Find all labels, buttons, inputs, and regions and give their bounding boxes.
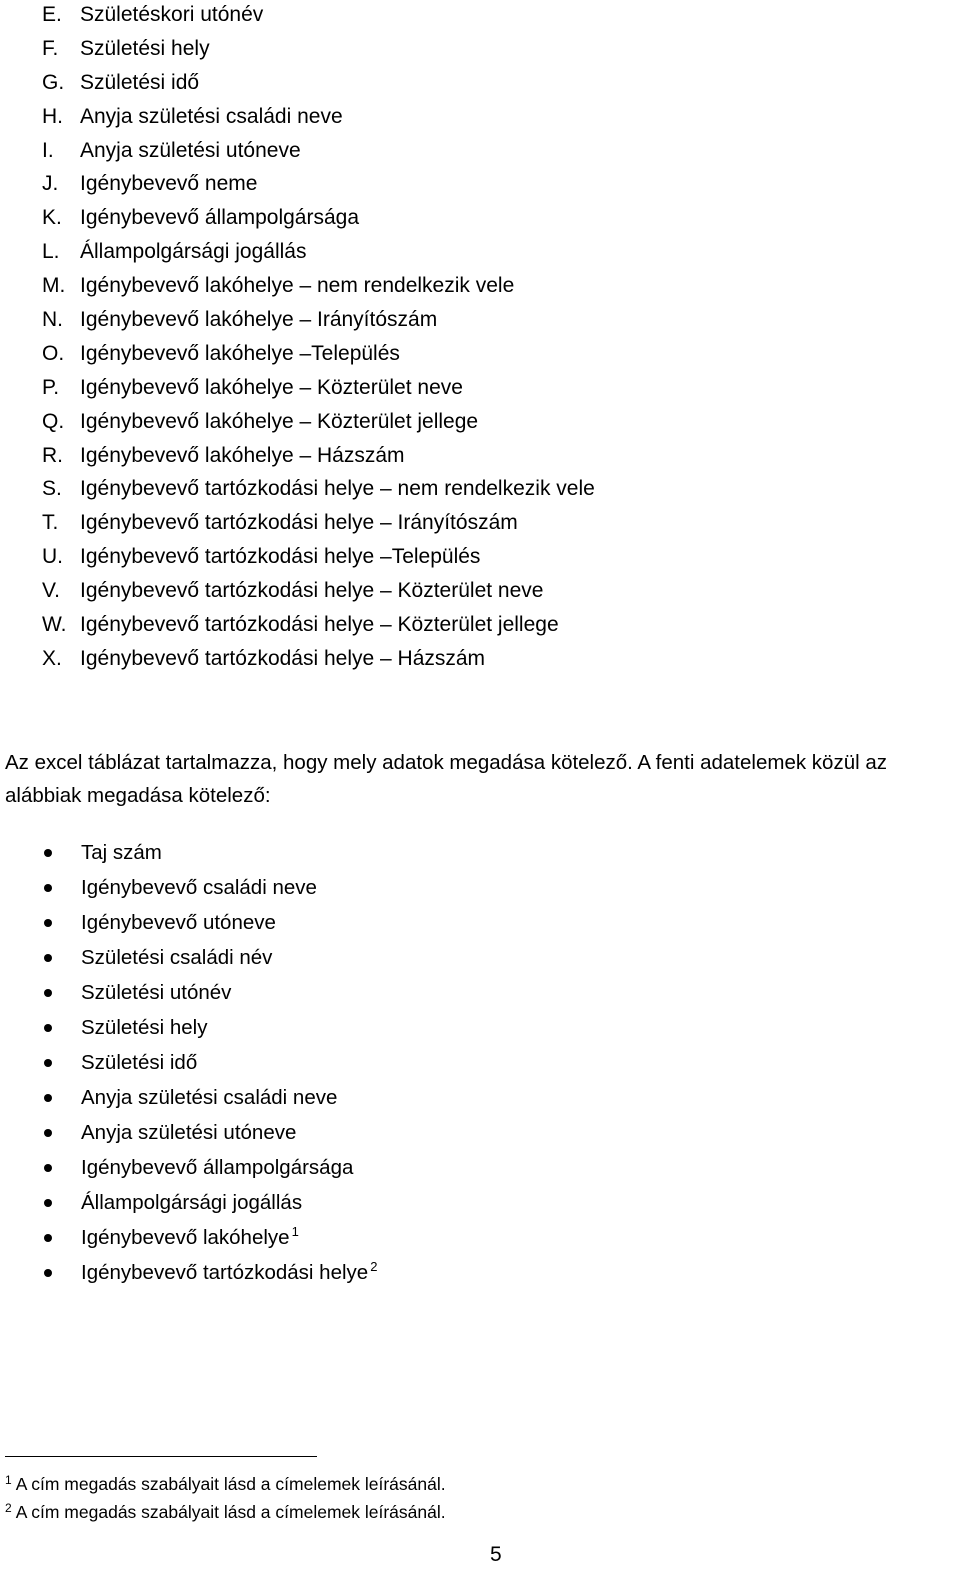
bullet-dot-icon bbox=[44, 1269, 52, 1277]
lettered-list bbox=[42, 0, 595, 676]
footnotes bbox=[5, 1470, 446, 1526]
bullet-text: Születési utónév bbox=[81, 981, 232, 1004]
list-item-text: Igénybevevő tartózkodási helye – nem rendelkezik vele bbox=[80, 477, 595, 501]
bullet-item bbox=[38, 870, 377, 905]
footnote-number: 1 bbox=[5, 1473, 12, 1487]
list-item bbox=[42, 642, 595, 676]
list-item-letter: U. bbox=[42, 545, 63, 569]
bullet-text: Anyja születési családi neve bbox=[81, 1086, 338, 1109]
bullet-dot-icon bbox=[44, 1164, 52, 1172]
list-item bbox=[42, 32, 595, 66]
list-item bbox=[42, 134, 595, 168]
page-number: 5 bbox=[490, 1543, 502, 1566]
list-item-letter: F. bbox=[42, 36, 59, 60]
bullet-item bbox=[38, 1080, 377, 1115]
list-item-text: Születéskori utónév bbox=[80, 3, 264, 26]
bullet-text: Anyja születési utóneve bbox=[81, 1121, 297, 1144]
bullet-item bbox=[38, 940, 377, 975]
list-item bbox=[42, 167, 595, 201]
list-item-letter: X. bbox=[42, 646, 62, 670]
list-item-letter: K. bbox=[42, 206, 62, 230]
bullet-item bbox=[38, 905, 377, 940]
bullet-item bbox=[38, 975, 377, 1010]
list-item-letter: W. bbox=[42, 613, 67, 637]
list-item-letter: L. bbox=[42, 240, 60, 264]
bullet-item bbox=[38, 1115, 377, 1150]
bullet-dot-icon bbox=[44, 1024, 52, 1032]
list-item bbox=[42, 303, 595, 337]
list-item-text: Születési idő bbox=[80, 70, 200, 94]
list-item-text: Igénybevevő lakóhelye – Házszám bbox=[80, 443, 405, 467]
list-item-text: Állampolgársági jogállás bbox=[80, 240, 307, 264]
bullet-text: Születési idő bbox=[81, 1051, 198, 1074]
list-item bbox=[42, 337, 595, 371]
list-item bbox=[42, 506, 595, 540]
list-item-letter: S. bbox=[42, 477, 62, 501]
bullet-text: Születési családi név bbox=[81, 946, 273, 969]
footnote-ref: 1 bbox=[291, 1224, 299, 1239]
bullet-text: Igénybevevő tartózkodási helye bbox=[81, 1261, 369, 1284]
list-item-text: Igénybevevő lakóhelye – nem rendelkezik vele bbox=[80, 274, 515, 298]
bullet-dot-icon bbox=[44, 1129, 52, 1137]
bullet-dot-icon bbox=[44, 954, 52, 962]
list-item-letter: O. bbox=[42, 341, 65, 365]
list-item-text: Igénybevevő neme bbox=[80, 172, 258, 196]
required-data-paragraph: Az excel táblázat tartalmazza, hogy mely adatok megadása kötelező. A fenti adatelemek közül az alábbiak megadása kötelező: bbox=[5, 751, 887, 807]
bullet-item bbox=[38, 1220, 377, 1255]
list-item-letter: G. bbox=[42, 70, 65, 94]
list-item-text: Igénybevevő tartózkodási helye – Irányítószám bbox=[80, 511, 518, 535]
bullet-dot-icon bbox=[44, 849, 52, 857]
list-item bbox=[42, 574, 595, 608]
bullet-item bbox=[38, 1150, 377, 1185]
bullet-item bbox=[38, 1045, 377, 1080]
list-item bbox=[42, 100, 595, 134]
list-item-letter: R. bbox=[42, 443, 63, 467]
list-item bbox=[42, 540, 595, 574]
bullet-dot-icon bbox=[44, 1199, 52, 1207]
bullet-item bbox=[38, 835, 377, 870]
bullet-text: Állampolgársági jogállás bbox=[81, 1191, 303, 1214]
footnote-separator bbox=[5, 1456, 317, 1457]
list-item-letter: E. bbox=[42, 3, 62, 26]
list-item-letter: T. bbox=[42, 511, 59, 535]
list-item bbox=[42, 201, 595, 235]
list-item-letter: J. bbox=[42, 172, 59, 196]
list-item-letter: V. bbox=[42, 579, 60, 603]
list-item-text: Igénybevevő tartózkodási helye – Házszám bbox=[80, 646, 486, 670]
list-item-text: Születési hely bbox=[80, 36, 210, 60]
required-fields-list bbox=[38, 835, 377, 1290]
bullet-dot-icon bbox=[44, 1059, 52, 1067]
bullet-text: Igénybevevő lakóhelye bbox=[81, 1226, 290, 1249]
list-item bbox=[42, 269, 595, 303]
list-item bbox=[42, 472, 595, 506]
list-item-text: Igénybevevő tartózkodási helye – Közterület jellege bbox=[80, 613, 559, 637]
bullet-dot-icon bbox=[44, 989, 52, 997]
list-item-letter: I. bbox=[42, 138, 54, 162]
bullet-text: Igénybevevő állampolgársága bbox=[81, 1156, 354, 1179]
list-item bbox=[42, 608, 595, 642]
list-item bbox=[42, 0, 595, 32]
list-item-text: Igénybevevő tartózkodási helye –Település bbox=[80, 545, 481, 569]
list-item-letter: N. bbox=[42, 308, 63, 332]
list-item-text: Igénybevevő lakóhelye –Település bbox=[80, 341, 400, 365]
list-item-text: Anyja születési utóneve bbox=[80, 138, 301, 162]
footnote bbox=[5, 1470, 446, 1498]
bullet-dot-icon bbox=[44, 884, 52, 892]
bullet-item bbox=[38, 1010, 377, 1045]
footnote-text: A cím megadás szabályait lásd a címelemek leírásánál. bbox=[15, 1502, 446, 1522]
list-item-letter: M. bbox=[42, 274, 66, 298]
list-item-text: Anyja születési családi neve bbox=[80, 104, 343, 128]
bullet-text: Igénybevevő családi neve bbox=[81, 876, 317, 899]
footnote bbox=[5, 1498, 446, 1526]
list-item-text: Igénybevevő lakóhelye – Közterület jellege bbox=[80, 409, 479, 433]
list-item-text: Igénybevevő lakóhelye – Irányítószám bbox=[80, 308, 438, 332]
list-item bbox=[42, 235, 595, 269]
list-item-letter: Q. bbox=[42, 409, 65, 433]
bullet-dot-icon bbox=[44, 919, 52, 927]
list-item-text: Igénybevevő lakóhelye – Közterület neve bbox=[80, 375, 463, 399]
bullet-text: Taj szám bbox=[81, 841, 162, 864]
bullet-item bbox=[38, 1255, 377, 1290]
bullet-text: Igénybevevő utóneve bbox=[81, 911, 276, 934]
list-item-text: Igénybevevő tartózkodási helye – Közterület neve bbox=[80, 579, 544, 603]
list-item bbox=[42, 439, 595, 473]
footnote-text: A cím megadás szabályait lásd a címelemek leírásánál. bbox=[15, 1474, 446, 1494]
list-item bbox=[42, 66, 595, 100]
footnote-ref: 2 bbox=[370, 1259, 378, 1274]
list-item bbox=[42, 371, 595, 405]
list-item-text: Igénybevevő állampolgársága bbox=[80, 206, 360, 230]
bullet-text: Születési hely bbox=[81, 1016, 208, 1039]
footnote-number: 2 bbox=[5, 1501, 12, 1515]
list-item-letter: P. bbox=[42, 375, 60, 399]
bullet-dot-icon bbox=[44, 1234, 52, 1242]
bullet-item bbox=[38, 1185, 377, 1220]
list-item-letter: H. bbox=[42, 104, 63, 128]
list-item bbox=[42, 405, 595, 439]
bullet-dot-icon bbox=[44, 1094, 52, 1102]
